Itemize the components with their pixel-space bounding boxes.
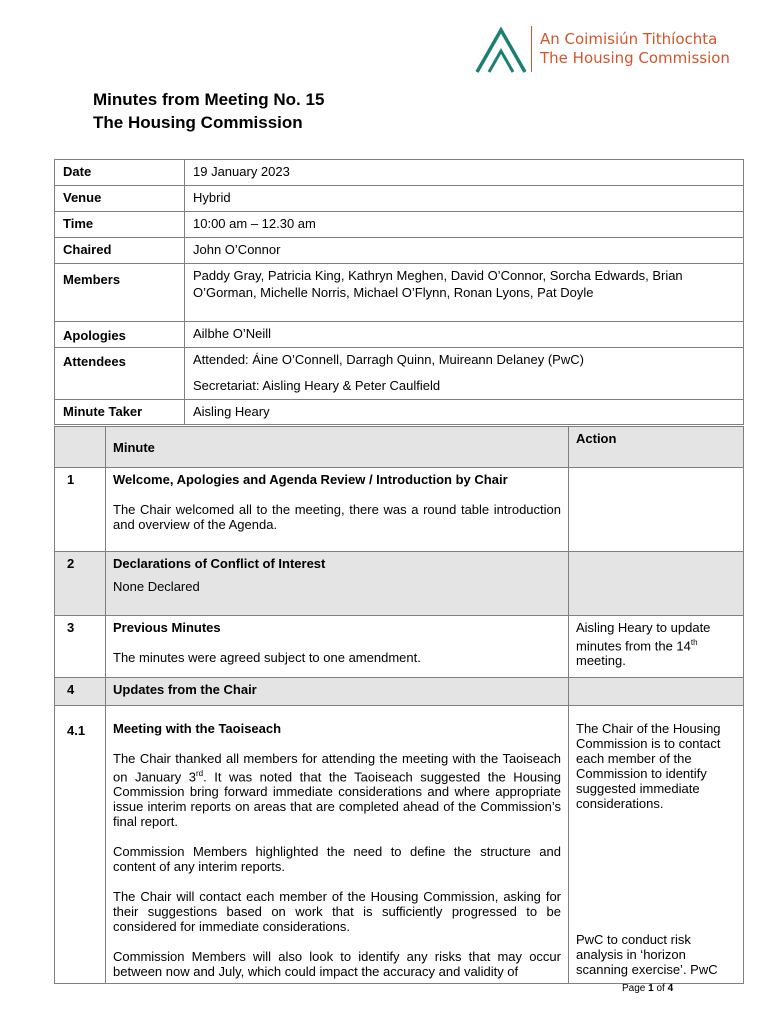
row-number: 3 — [55, 616, 106, 678]
minute-row-3 — [55, 616, 744, 678]
minute-row-1 — [55, 468, 744, 552]
minute-row-4-1 — [55, 706, 744, 984]
attendees-value — [185, 348, 744, 400]
item-paragraph-1 — [113, 751, 561, 829]
members-value: Paddy Gray, Patricia King, Kathryn Meghen, David O’Connor, Sorcha Edwards, Brian O’Gorman, Michelle Norris, Michael O’Flynn, Ronan Lyons, Pat Doyle — [185, 264, 744, 322]
page-number — [622, 983, 673, 994]
attendees-label: Attendees — [55, 348, 185, 400]
minutes-header-row — [55, 427, 744, 468]
date-label: Date — [55, 160, 185, 186]
item-title: Previous Minutes — [113, 620, 221, 635]
logo-line-2: The Housing Commission — [540, 49, 730, 67]
row-number: 4.1 — [55, 706, 106, 984]
logo-line-1: An Coimisiún Tithíochta — [540, 30, 718, 48]
logo — [474, 24, 744, 76]
minute-cell — [106, 678, 569, 706]
row-number: 4 — [55, 678, 106, 706]
action-text: Aisling Heary to update minutes from the 14 — [576, 620, 711, 654]
info-row-chaired — [55, 238, 744, 264]
apologies-label: Apologies — [55, 322, 185, 348]
info-row-members — [55, 264, 744, 322]
logo-text — [540, 30, 730, 68]
action-text-2: PwC to conduct risk analysis in ‘horizon scanning exercise’. PwC — [576, 932, 718, 977]
logo-divider — [531, 26, 532, 72]
action-cell — [569, 678, 744, 706]
page-word: Page — [622, 983, 646, 994]
time-label: Time — [55, 212, 185, 238]
time-value: 10:00 am – 12.30 am — [185, 212, 744, 238]
item-title: Declarations of Conflict of Interest — [113, 556, 326, 571]
paragraph-text-end: . It was noted that the Taoiseach suggested the Housing Commission bring forward immediate considerations and where appropriate issue interim reports on areas that are completed ahead of the Commission’s final report. — [113, 769, 561, 830]
meeting-info-table — [54, 159, 744, 425]
minute-cell — [106, 616, 569, 678]
item-text: The Chair welcomed all to the meeting, there was a round table introduction and overview of the Agenda. — [113, 502, 561, 532]
minute-taker-value: Aisling Heary — [185, 400, 744, 425]
logo-mark-icon — [474, 26, 528, 74]
action-text-end: meeting. — [576, 653, 626, 669]
action-cell — [569, 468, 744, 552]
header-num-cell — [55, 427, 106, 468]
apologies-value: Ailbhe O’Neill — [185, 322, 744, 348]
item-paragraph-4: Commission Members will also look to identify any risks that may occur between now and July, which could impact the accuracy and validity of — [113, 949, 561, 980]
minutes-table — [54, 426, 744, 984]
item-title: Welcome, Apologies and Agenda Review / Introduction by Chair — [113, 472, 508, 487]
item-text: The minutes were agreed subject to one amendment. — [113, 650, 421, 665]
members-label: Members — [55, 264, 185, 322]
item-title: Updates from the Chair — [113, 682, 257, 697]
info-row-attendees — [55, 348, 744, 400]
action-cell — [569, 706, 744, 984]
of-word: of — [656, 983, 665, 994]
minute-header: Minute — [106, 427, 569, 468]
minute-cell — [106, 552, 569, 616]
item-paragraph-2: Commission Members highlighted the need to define the structure and content of any interim reports. — [113, 844, 561, 875]
secretariat-text: Secretariat: Aisling Heary & Peter Caulfield — [193, 378, 441, 393]
row-number: 2 — [55, 552, 106, 616]
attended-text: Attended: Áine O’Connell, Darragh Quinn, Muireann Delaney (PwC) — [193, 352, 584, 367]
action-header: Action — [569, 427, 744, 468]
minute-cell — [106, 706, 569, 984]
action-cell — [569, 552, 744, 616]
info-row-minute-taker — [55, 400, 744, 425]
chaired-label: Chaired — [55, 238, 185, 264]
row-number: 1 — [55, 468, 106, 552]
minute-row-4 — [55, 678, 744, 706]
info-row-venue — [55, 186, 744, 212]
page-title — [93, 88, 324, 134]
item-text: None Declared — [113, 579, 200, 594]
title-line-1: Minutes from Meeting No. 15 — [93, 90, 325, 109]
action-superscript: th — [690, 638, 698, 647]
minute-taker-label: Minute Taker — [55, 400, 185, 425]
action-cell — [569, 616, 744, 678]
action-text-1: The Chair of the Housing Commission is to contact each member of the Commission to identify suggested immediate considerations. — [576, 721, 721, 811]
item-title: Meeting with the Taoiseach — [113, 721, 282, 736]
venue-value: Hybrid — [185, 186, 744, 212]
page-total: 4 — [667, 983, 674, 994]
minute-cell — [106, 468, 569, 552]
date-value: 19 January 2023 — [185, 160, 744, 186]
minute-row-2 — [55, 552, 744, 616]
item-paragraph-3: The Chair will contact each member of the Housing Commission, asking for their suggestions based on work that is sufficiently progressed to be considered for immediate considerations. — [113, 889, 561, 935]
page-current: 1 — [648, 983, 654, 994]
venue-label: Venue — [55, 186, 185, 212]
info-row-apologies — [55, 322, 744, 348]
paragraph-superscript: rd — [195, 769, 204, 778]
chaired-value: John O’Connor — [185, 238, 744, 264]
title-line-2: The Housing Commission — [93, 113, 303, 132]
info-row-time — [55, 212, 744, 238]
paragraph-text: The Chair thanked all members for attending the meeting with the Taoiseach on January 3 — [113, 751, 561, 785]
info-row-date — [55, 160, 744, 186]
